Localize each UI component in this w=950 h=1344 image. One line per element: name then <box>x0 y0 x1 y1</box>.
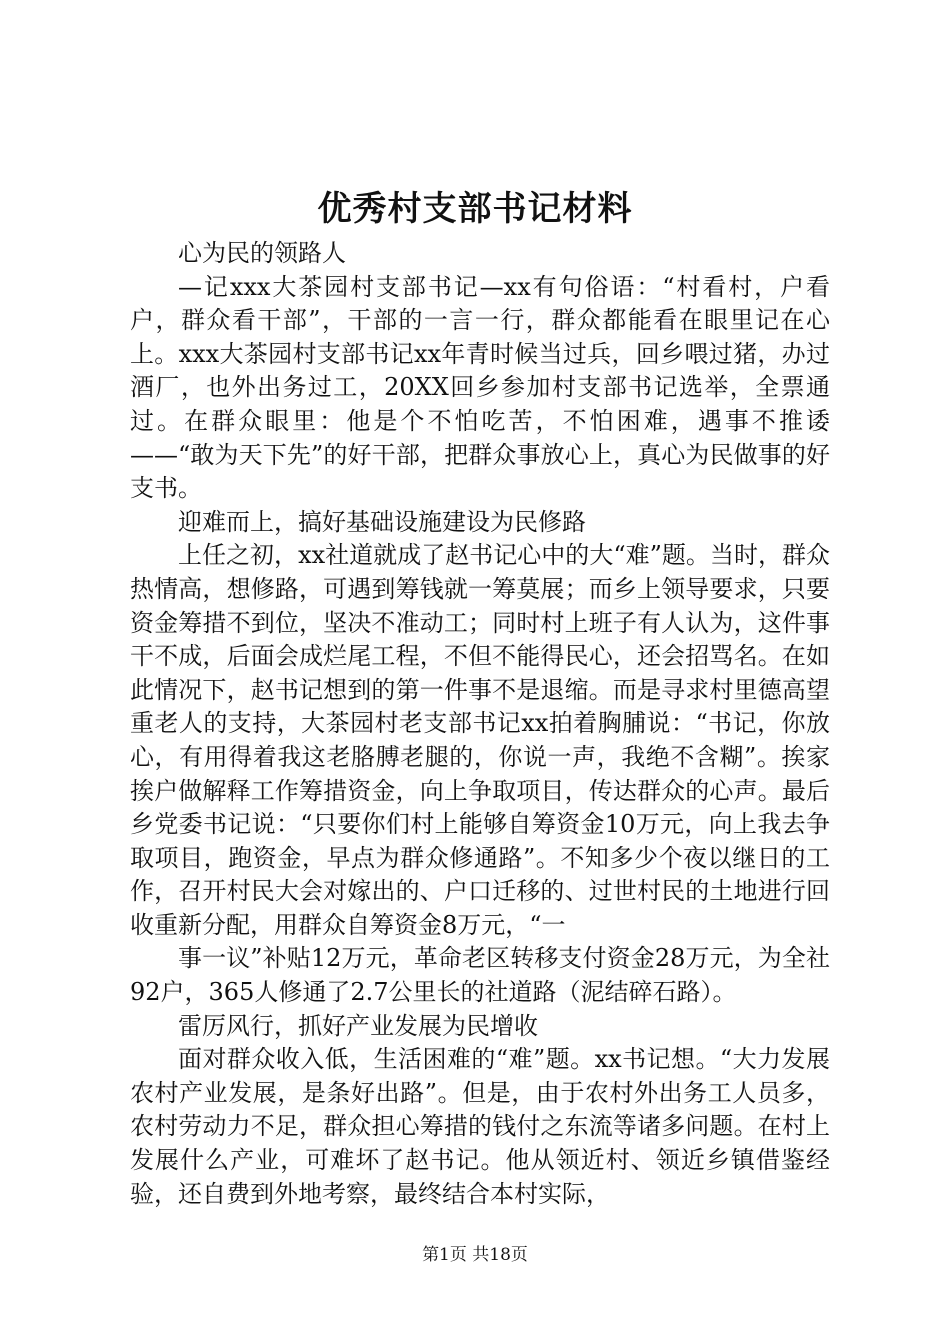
paragraph-industry: 面对群众收入低，生活困难的“难”题。xx书记想。“大力发展农村产业发展，是条好出路”。但是，由于农村外出务工人员多，农村劳动力不足，群众担心筹措的钱付之东流等诸多问题。在村上发展什么产业，可难坏了赵书记。他从领近村、领近乡镇借鉴经验，还自费到外地考察，最终结合本村实际， <box>130 1045 830 1208</box>
paragraph-intro: —记xxx大茶园村支部书记—xx有句俗语：“村看村，户看户，群众看干部”，干部的一言一行，群众都能看在眼里记在心上。xxx大茶园村支部书记xx年青时候当过兵，回乡喂过猪，办过酒厂，也外出务过工，20XX回乡参加村支部书记选举，全票通过。在群众眼里：他是个不怕吃苦，不怕困难，遇事不推诿——“敢为天下先”的好干部，把群众事放心上，真心为民做事的好支书。 <box>130 272 830 503</box>
section-heading-industry: 雷厉风行，抓好产业发展为民增收 <box>178 1011 538 1040</box>
page-number-footer: 第1页 共18页 <box>422 1245 528 1265</box>
document-body <box>130 237 830 1211</box>
paragraph-road-result: 事一议”补贴12万元，革命老区转移支付资金28万元，为全社92户，365人修通了2.7公里长的社道路（泥结碎石路）。 <box>130 944 830 1007</box>
section-heading-road: 迎难而上，搞好基础设施建设为民修路 <box>178 507 586 536</box>
paragraph-road-story: 上任之初，xx社道就成了赵书记心中的大“难”题。当时，群众热情高，想修路，可遇到筹钱就一筹莫展；而乡上领导要求，只要资金筹措不到位，坚决不准动工；同时村上班子有人认为，这件事干不成，后面会成烂尾工程，不但不能得民心，还会招骂名。在如此情况下，赵书记想到的第一件事不是退缩。而是寻求村里德高望重老人的支持，大茶园村老支部书记xx拍着胸脯说：“书记，你放心，有用得着我这老胳膊老腿的，你说一声，我绝不含糊”。挨家挨户做解释工作筹措资金，向上争取项目，传达群众的心声。最后乡党委书记说：“只要你们村上能够自筹资金10万元，向上我去争取项目，跑资金，早点为群众修通路”。不知多少个夜以继日的工作，召开村民大会对嫁出的、户口迁移的、过世村民的土地进行回收重新分配，用群众自筹资金8万元，“一 <box>130 541 830 939</box>
paragraph-subtitle: 心为民的领路人 <box>178 239 346 267</box>
document-title: 优秀村支部书记材料 <box>317 189 633 229</box>
